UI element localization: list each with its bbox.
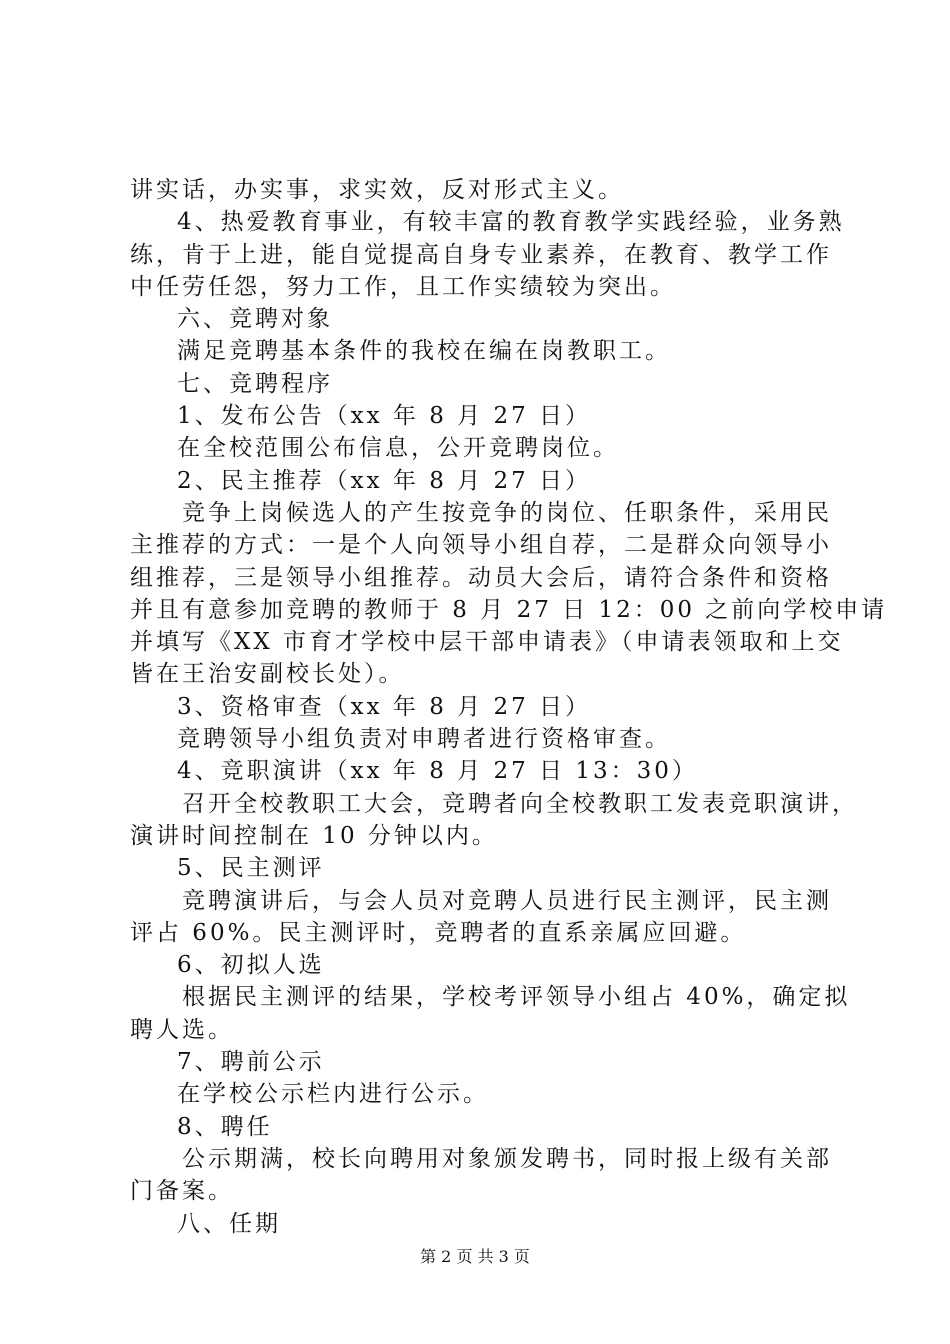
text-line: 门备案。 [130,1178,234,1205]
text-line: 竞聘领导小组负责对申聘者进行资格审查。 [177,726,671,753]
text-line: 皆在王治安副校长处）。 [130,661,405,688]
text-line: 演讲时间控制在 10 分钟以内。 [130,822,498,849]
section-heading: 六、竞聘对象 [177,306,333,333]
subsection-heading: 1、发布公告（xx 年 8 月 27 日） [177,403,592,430]
subsection-heading: 8、聘任 [177,1113,273,1140]
text-line: 竞争上岗候选人的产生按竞争的岗位、任职条件，采用民 [182,499,832,526]
text-line: 公示期满，校长向聘用对象颁发聘书，同时报上级有关部 [182,1145,832,1172]
text-line: 聘人选。 [130,1016,234,1043]
text-line: 竞聘演讲后，与会人员对竞聘人员进行民主测评，民主测 [182,887,832,914]
text-line: 主推荐的方式：一是个人向领导小组自荐，二是群众向领导小 [130,532,832,559]
subsection-heading: 5、民主测评 [177,855,325,882]
text-line: 并填写《XX 市育才学校中层干部申请表》（申请表领取和上交 [130,629,844,656]
text-line: 并且有意参加竞聘的教师于 8 月 27 日 12：00 之前向学校申请 [130,596,888,623]
text-line: 根据民主测评的结果，学校考评领导小组占 40%，确定拟 [182,984,851,1011]
section-heading: 七、竞聘程序 [177,370,333,397]
subsection-heading: 6、初拟人选 [177,952,325,979]
text-line: 评占 60%。民主测评时，竞聘者的直系亲属应回避。 [130,919,747,946]
subsection-heading: 3、资格审查（xx 年 8 月 27 日） [177,693,592,720]
text-line: 练，肯于上进，能自觉提高自身专业素养，在教育、教学工作 [130,241,832,268]
subsection-heading: 4、竞职演讲（xx 年 8 月 27 日 13：30） [177,758,698,785]
text-line: 中任劳任怨，努力工作，且工作实绩较为突出。 [130,273,676,300]
text-line: 组推荐，三是领导小组推荐。动员大会后，请符合条件和资格 [130,564,832,591]
text-line: 在学校公示栏内进行公示。 [177,1081,489,1108]
page-number-label: 第 2 页 共 3 页 [420,1247,530,1266]
subsection-heading: 7、聘前公示 [177,1049,325,1076]
text-line: 满足竞聘基本条件的我校在编在岗教职工。 [177,338,671,365]
text-line: 4、热爱教育事业，有较丰富的教育教学实践经验，业务熟 [177,209,845,236]
text-line: 讲实话，办实事，求实效，反对形式主义。 [130,177,624,203]
subsection-heading: 2、民主推荐（xx 年 8 月 27 日） [177,467,592,494]
page-footer [0,1247,950,1267]
text-line: 召开全校教职工大会，竞聘者向全校教职工发表竞职演讲， [182,790,858,817]
document-body [130,174,888,1240]
section-heading: 八、任期 [177,1210,281,1237]
text-line: 在全校范围公布信息，公开竞聘岗位。 [177,435,619,462]
